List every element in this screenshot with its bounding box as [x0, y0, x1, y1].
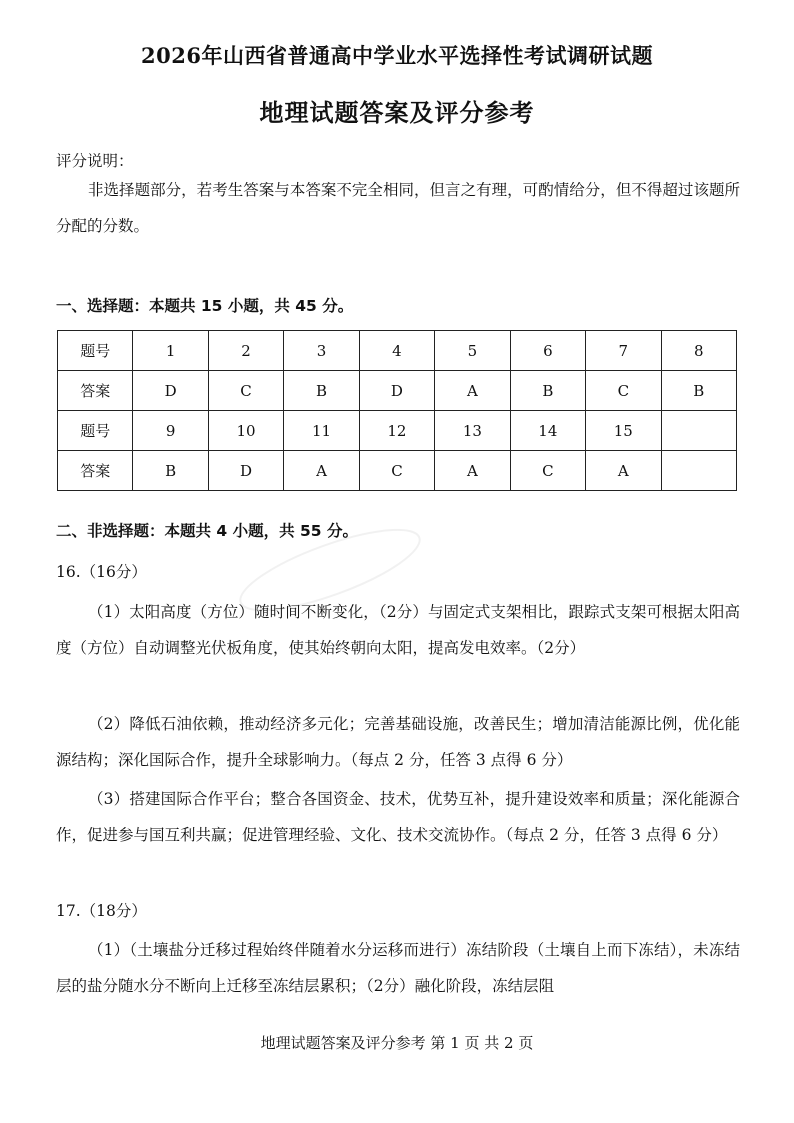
q17-part1: （1）（土壤盐分迁移过程始终伴随着水分运移而进行）冻结阶段（土壤自上而下冻结），未冻结层的盐分随水分不断向上迁移至冻结层累积；（2分）融化阶段，冻结层阻 [56, 941, 740, 995]
section1-heading: 一、选择题：本题共 15 小题，共 45 分。 [56, 297, 354, 315]
table-cell: 6 [510, 331, 585, 371]
table-cell: A [284, 451, 359, 491]
table-cell: 7 [586, 331, 661, 371]
row-label: 题号 [58, 331, 133, 371]
row-label: 答案 [58, 451, 133, 491]
table-cell: D [208, 451, 283, 491]
table-cell: 8 [661, 331, 736, 371]
table-cell: 5 [435, 331, 510, 371]
table-cell: A [435, 371, 510, 411]
table-cell: 10 [208, 411, 283, 451]
table-cell: B [284, 371, 359, 411]
answer-table [57, 330, 737, 491]
table-cell: A [586, 451, 661, 491]
page-footer: 地理试题答案及评分参考 第 1 页 共 2 页 [260, 1034, 534, 1052]
table-cell: B [510, 371, 585, 411]
q16-part1: （1）太阳高度（方位）随时间不断变化，（2分）与固定式支架相比，跟踪式支架可根据太阳高度（方位）自动调整光伏板角度，使其始终朝向太阳，提高发电效率。（2分） [56, 603, 740, 657]
table-cell: C [208, 371, 283, 411]
table-cell: 15 [586, 411, 661, 451]
table-cell: 4 [359, 331, 434, 371]
table-cell: 9 [133, 411, 208, 451]
row-label: 题号 [58, 411, 133, 451]
q16-part2: （2）降低石油依赖，推动经济多元化；完善基础设施，改善民生；增加清洁能源比例，优化能源结构；深化国际合作，提升全球影响力。（每点 2 分，任答 3 点得 6 分） [56, 715, 740, 769]
table-cell: C [359, 451, 434, 491]
table-cell: D [359, 371, 434, 411]
row-label: 答案 [58, 371, 133, 411]
table-cell: 13 [435, 411, 510, 451]
q16-part3: （3）搭建国际合作平台；整合各国资金、技术，优势互补，提升建设效率和质量；深化能源合作，促进参与国互利共赢；促进管理经验、文化、技术交流协作。（每点 2 分，任答 3 点得 6 分） [56, 790, 740, 844]
q16-title: 16.（16分） [56, 563, 147, 581]
section2-heading: 二、非选择题：本题共 4 小题，共 55 分。 [56, 522, 358, 540]
scoring-notes-label: 评分说明： [56, 152, 134, 170]
table-cell: 1 [133, 331, 208, 371]
table-cell: B [133, 451, 208, 491]
table-cell: 3 [284, 331, 359, 371]
table-cell: 14 [510, 411, 585, 451]
table-cell: B [661, 371, 736, 411]
q17-title: 17.（18分） [56, 902, 147, 920]
scoring-notes-text: 非选择题部分，若考生答案与本答案不完全相同，但言之有理，可酌情给分，但不得超过该题所分配的分数。 [56, 181, 740, 235]
table-cell: A [435, 451, 510, 491]
table-cell: 11 [284, 411, 359, 451]
exam-title: 2026年山西省普通高中学业水平选择性考试调研试题 [141, 43, 653, 68]
table-cell [661, 451, 736, 491]
document-subtitle: 地理试题答案及评分参考 [259, 99, 535, 127]
table-row [58, 411, 737, 451]
table-cell [661, 411, 736, 451]
table-cell: D [133, 371, 208, 411]
table-cell: 2 [208, 331, 283, 371]
table-cell: C [586, 371, 661, 411]
table-cell: C [510, 451, 585, 491]
table-row [58, 371, 737, 411]
table-row [58, 451, 737, 491]
table-cell: 12 [359, 411, 434, 451]
table-row [58, 331, 737, 371]
